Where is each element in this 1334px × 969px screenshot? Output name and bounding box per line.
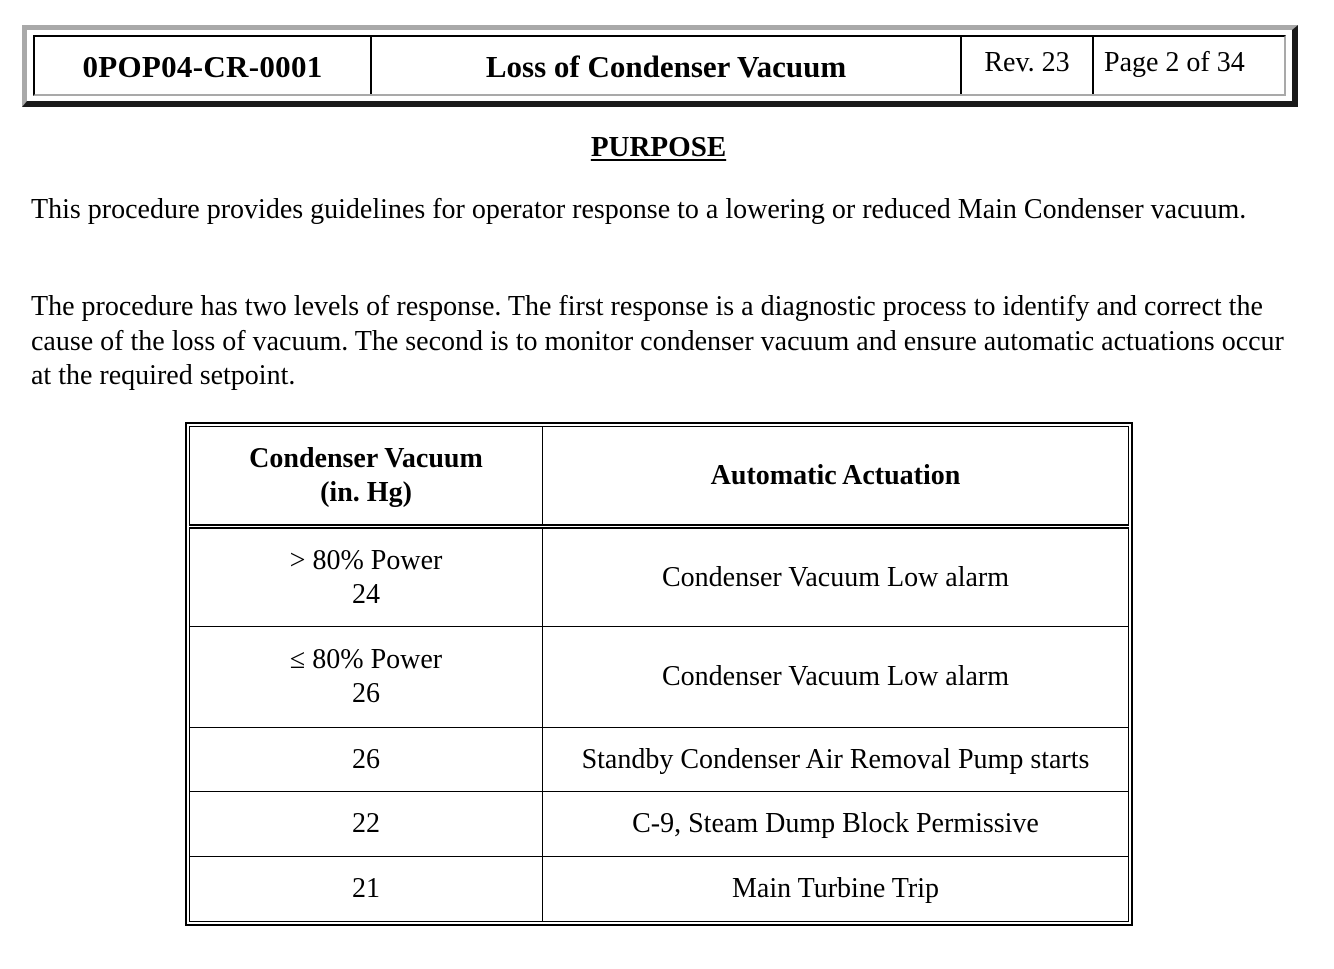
- document-header: [22, 25, 1298, 107]
- vacuum-cell: [190, 627, 543, 727]
- actuation-cell: Main Turbine Trip: [543, 857, 1129, 922]
- actuation-table: [189, 426, 1129, 922]
- actuation-cell: Condenser Vacuum Low alarm: [543, 527, 1129, 627]
- power-condition: ≤ 80% Power: [289, 644, 443, 675]
- column-header-vacuum: [190, 427, 543, 527]
- procedure-title: Loss of Condenser Vacuum: [372, 37, 962, 94]
- vacuum-value: 24: [352, 578, 380, 610]
- purpose-paragraph-1: This procedure provides guidelines for operator response to a lowering or reduced Main Condenser vacuum.: [31, 194, 1247, 225]
- vacuum-value: 21: [190, 857, 543, 922]
- procedure-number: 0POP04-CR-0001: [35, 37, 372, 94]
- purpose-paragraph-2: The procedure has two levels of response. The first response is a diagnostic process to identify and correct the cause of the loss of vacuum. The second is to monitor condenser vacuum and ensure automatic actuations occur at the required setpoint.: [31, 291, 1284, 391]
- purpose-heading: [0, 131, 1317, 164]
- actuation-table-frame: [185, 422, 1133, 926]
- vacuum-value: 26: [190, 727, 543, 792]
- actuation-cell: Condenser Vacuum Low alarm: [543, 627, 1129, 727]
- column-header-vacuum-line-1: Condenser Vacuum: [249, 442, 483, 474]
- table-header-row: [190, 427, 1129, 527]
- purpose-heading-text: PURPOSE: [590, 131, 727, 163]
- table-row: [190, 857, 1129, 922]
- table-row: [190, 792, 1129, 857]
- vacuum-cell: [190, 527, 543, 627]
- page-number: Page 2 of 34: [1104, 47, 1245, 78]
- vacuum-value: 26: [352, 678, 380, 709]
- actuation-cell: C-9, Steam Dump Block Permissive: [543, 792, 1129, 857]
- table-row: [190, 527, 1129, 627]
- revision-number: Rev. 23: [962, 37, 1094, 94]
- column-header-vacuum-line-2: (in. Hg): [320, 476, 412, 508]
- table-row: [190, 627, 1129, 727]
- power-condition: > 80% Power: [289, 544, 443, 576]
- actuation-cell: Standby Condenser Air Removal Pump starts: [543, 727, 1129, 792]
- header-table: [33, 35, 1286, 96]
- vacuum-value: 22: [190, 792, 543, 857]
- table-row: [190, 727, 1129, 792]
- column-header-actuation: Automatic Actuation: [543, 427, 1129, 527]
